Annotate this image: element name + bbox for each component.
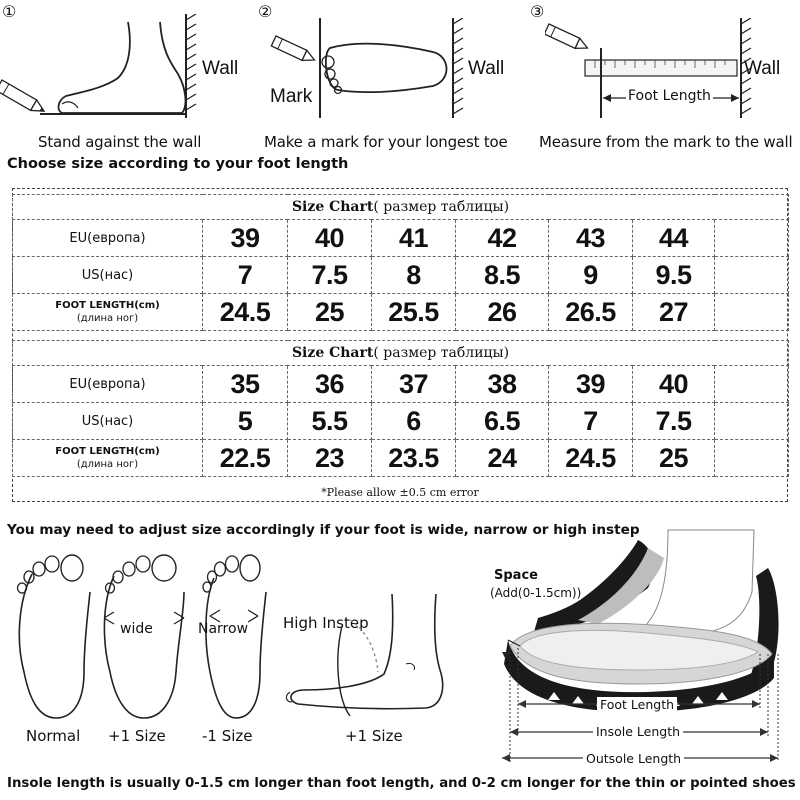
- empty-cell: [715, 366, 789, 403]
- normal-foot-illustration: [12, 552, 98, 722]
- high-instep-title: High Instep: [283, 614, 369, 632]
- step-1-caption: Stand against the wall: [38, 133, 202, 151]
- size-cell: 40: [288, 220, 372, 257]
- choose-size-heading: Choose size according to your foot length: [7, 156, 349, 172]
- empty-cell: [715, 257, 789, 294]
- size-cell: 26: [456, 294, 549, 331]
- size-cell: 8.5: [456, 257, 549, 294]
- eu-row-label: EU(европа): [13, 220, 203, 257]
- size-cell: 5: [203, 403, 288, 440]
- step-1-number: ①: [2, 2, 17, 21]
- adjust-size-heading: You may need to adjust size accordingly if your foot is wide, narrow or high instep: [7, 522, 640, 538]
- size-cell: 7.5: [288, 257, 372, 294]
- step-3-wall-label: Wall: [744, 58, 781, 79]
- size-cell: 43: [549, 220, 633, 257]
- size-cell: 23.5: [372, 440, 456, 477]
- table-row: [13, 294, 789, 331]
- high-instep-illustration: [276, 590, 466, 725]
- size-cell: 36: [288, 366, 372, 403]
- size-cell: 7: [203, 257, 288, 294]
- size-chart-title: Size Chart( размер таблицы): [13, 195, 789, 220]
- table-row: [13, 220, 789, 257]
- step-1-illustration: [0, 14, 230, 124]
- error-note: *Please allow ±0.5 cm error: [321, 486, 479, 499]
- narrow-foot-illustration: [196, 552, 276, 722]
- table-row: [13, 257, 789, 294]
- high-instep-caption: +1 Size: [345, 727, 403, 745]
- normal-foot-caption: Normal: [26, 727, 81, 745]
- size-cell: 9.5: [633, 257, 715, 294]
- size-cell: 24.5: [203, 294, 288, 331]
- us-row-label: US(нас): [13, 403, 203, 440]
- size-cell: 6: [372, 403, 456, 440]
- foot-length-row-label: FOOT LENGTH(cm) (длина ног): [13, 440, 203, 477]
- size-chart-table-1: [12, 194, 789, 331]
- size-cell: 9: [549, 257, 633, 294]
- size-cell: 25.5: [372, 294, 456, 331]
- empty-cell: [715, 440, 789, 477]
- table-row: [13, 440, 789, 477]
- table-row: [13, 366, 789, 403]
- table-row: [13, 403, 789, 440]
- narrow-foot-label: Narrow: [198, 621, 249, 637]
- size-cell: 5.5: [288, 403, 372, 440]
- wide-foot-label: wide: [120, 621, 153, 637]
- narrow-foot-caption: -1 Size: [202, 727, 253, 745]
- size-cell: 24.5: [549, 440, 633, 477]
- step-3-foot-length-label: Foot Length: [628, 88, 711, 104]
- us-row-label: US(нас): [13, 257, 203, 294]
- size-cell: 40: [633, 366, 715, 403]
- size-chart-title: Size Chart( размер таблицы): [13, 341, 789, 366]
- size-cell: 22.5: [203, 440, 288, 477]
- size-cell: 7: [549, 403, 633, 440]
- size-cell: 7.5: [633, 403, 715, 440]
- size-cell: 26.5: [549, 294, 633, 331]
- size-cell: 23: [288, 440, 372, 477]
- empty-cell: [715, 220, 789, 257]
- empty-cell: [715, 403, 789, 440]
- step-3-number: ③: [530, 2, 545, 21]
- size-cell: 35: [203, 366, 288, 403]
- step-2-mark-label: Mark: [270, 86, 313, 107]
- space-title: Space: [494, 568, 538, 583]
- size-cell: 25: [633, 440, 715, 477]
- insole-note-footer: Insole length is usually 0-1.5 cm longer than foot length, and 0-2 cm longer for the thin or pointed shoes: [7, 776, 796, 791]
- outsole-length-dimension-label: Outsole Length: [583, 751, 684, 766]
- foot-length-row-label: FOOT LENGTH(cm) (длина ног): [13, 294, 203, 331]
- size-cell: 38: [456, 366, 549, 403]
- size-cell: 44: [633, 220, 715, 257]
- wide-foot-caption: +1 Size: [108, 727, 166, 745]
- size-cell: 6.5: [456, 403, 549, 440]
- size-cell: 39: [203, 220, 288, 257]
- empty-cell: [715, 294, 789, 331]
- space-subtitle: (Add(0-1.5cm)): [490, 586, 582, 600]
- eu-row-label: EU(европа): [13, 366, 203, 403]
- step-2-wall-label: Wall: [468, 58, 505, 79]
- size-cell: 24: [456, 440, 549, 477]
- size-cell: 41: [372, 220, 456, 257]
- size-cell: 42: [456, 220, 549, 257]
- step-3-caption: Measure from the mark to the wall: [539, 133, 793, 151]
- step-2-caption: Make a mark for your longest toe: [264, 133, 508, 151]
- size-cell: 27: [633, 294, 715, 331]
- size-cell: 39: [549, 366, 633, 403]
- step-2-number: ②: [258, 2, 273, 21]
- step-1-wall-label: Wall: [202, 58, 239, 79]
- insole-length-dimension-label: Insole Length: [593, 724, 683, 739]
- size-cell: 25: [288, 294, 372, 331]
- size-cell: 37: [372, 366, 456, 403]
- wide-foot-illustration: [100, 552, 190, 722]
- foot-length-dimension-label: Foot Length: [597, 697, 677, 712]
- size-chart-table-2: [12, 340, 789, 477]
- size-cell: 8: [372, 257, 456, 294]
